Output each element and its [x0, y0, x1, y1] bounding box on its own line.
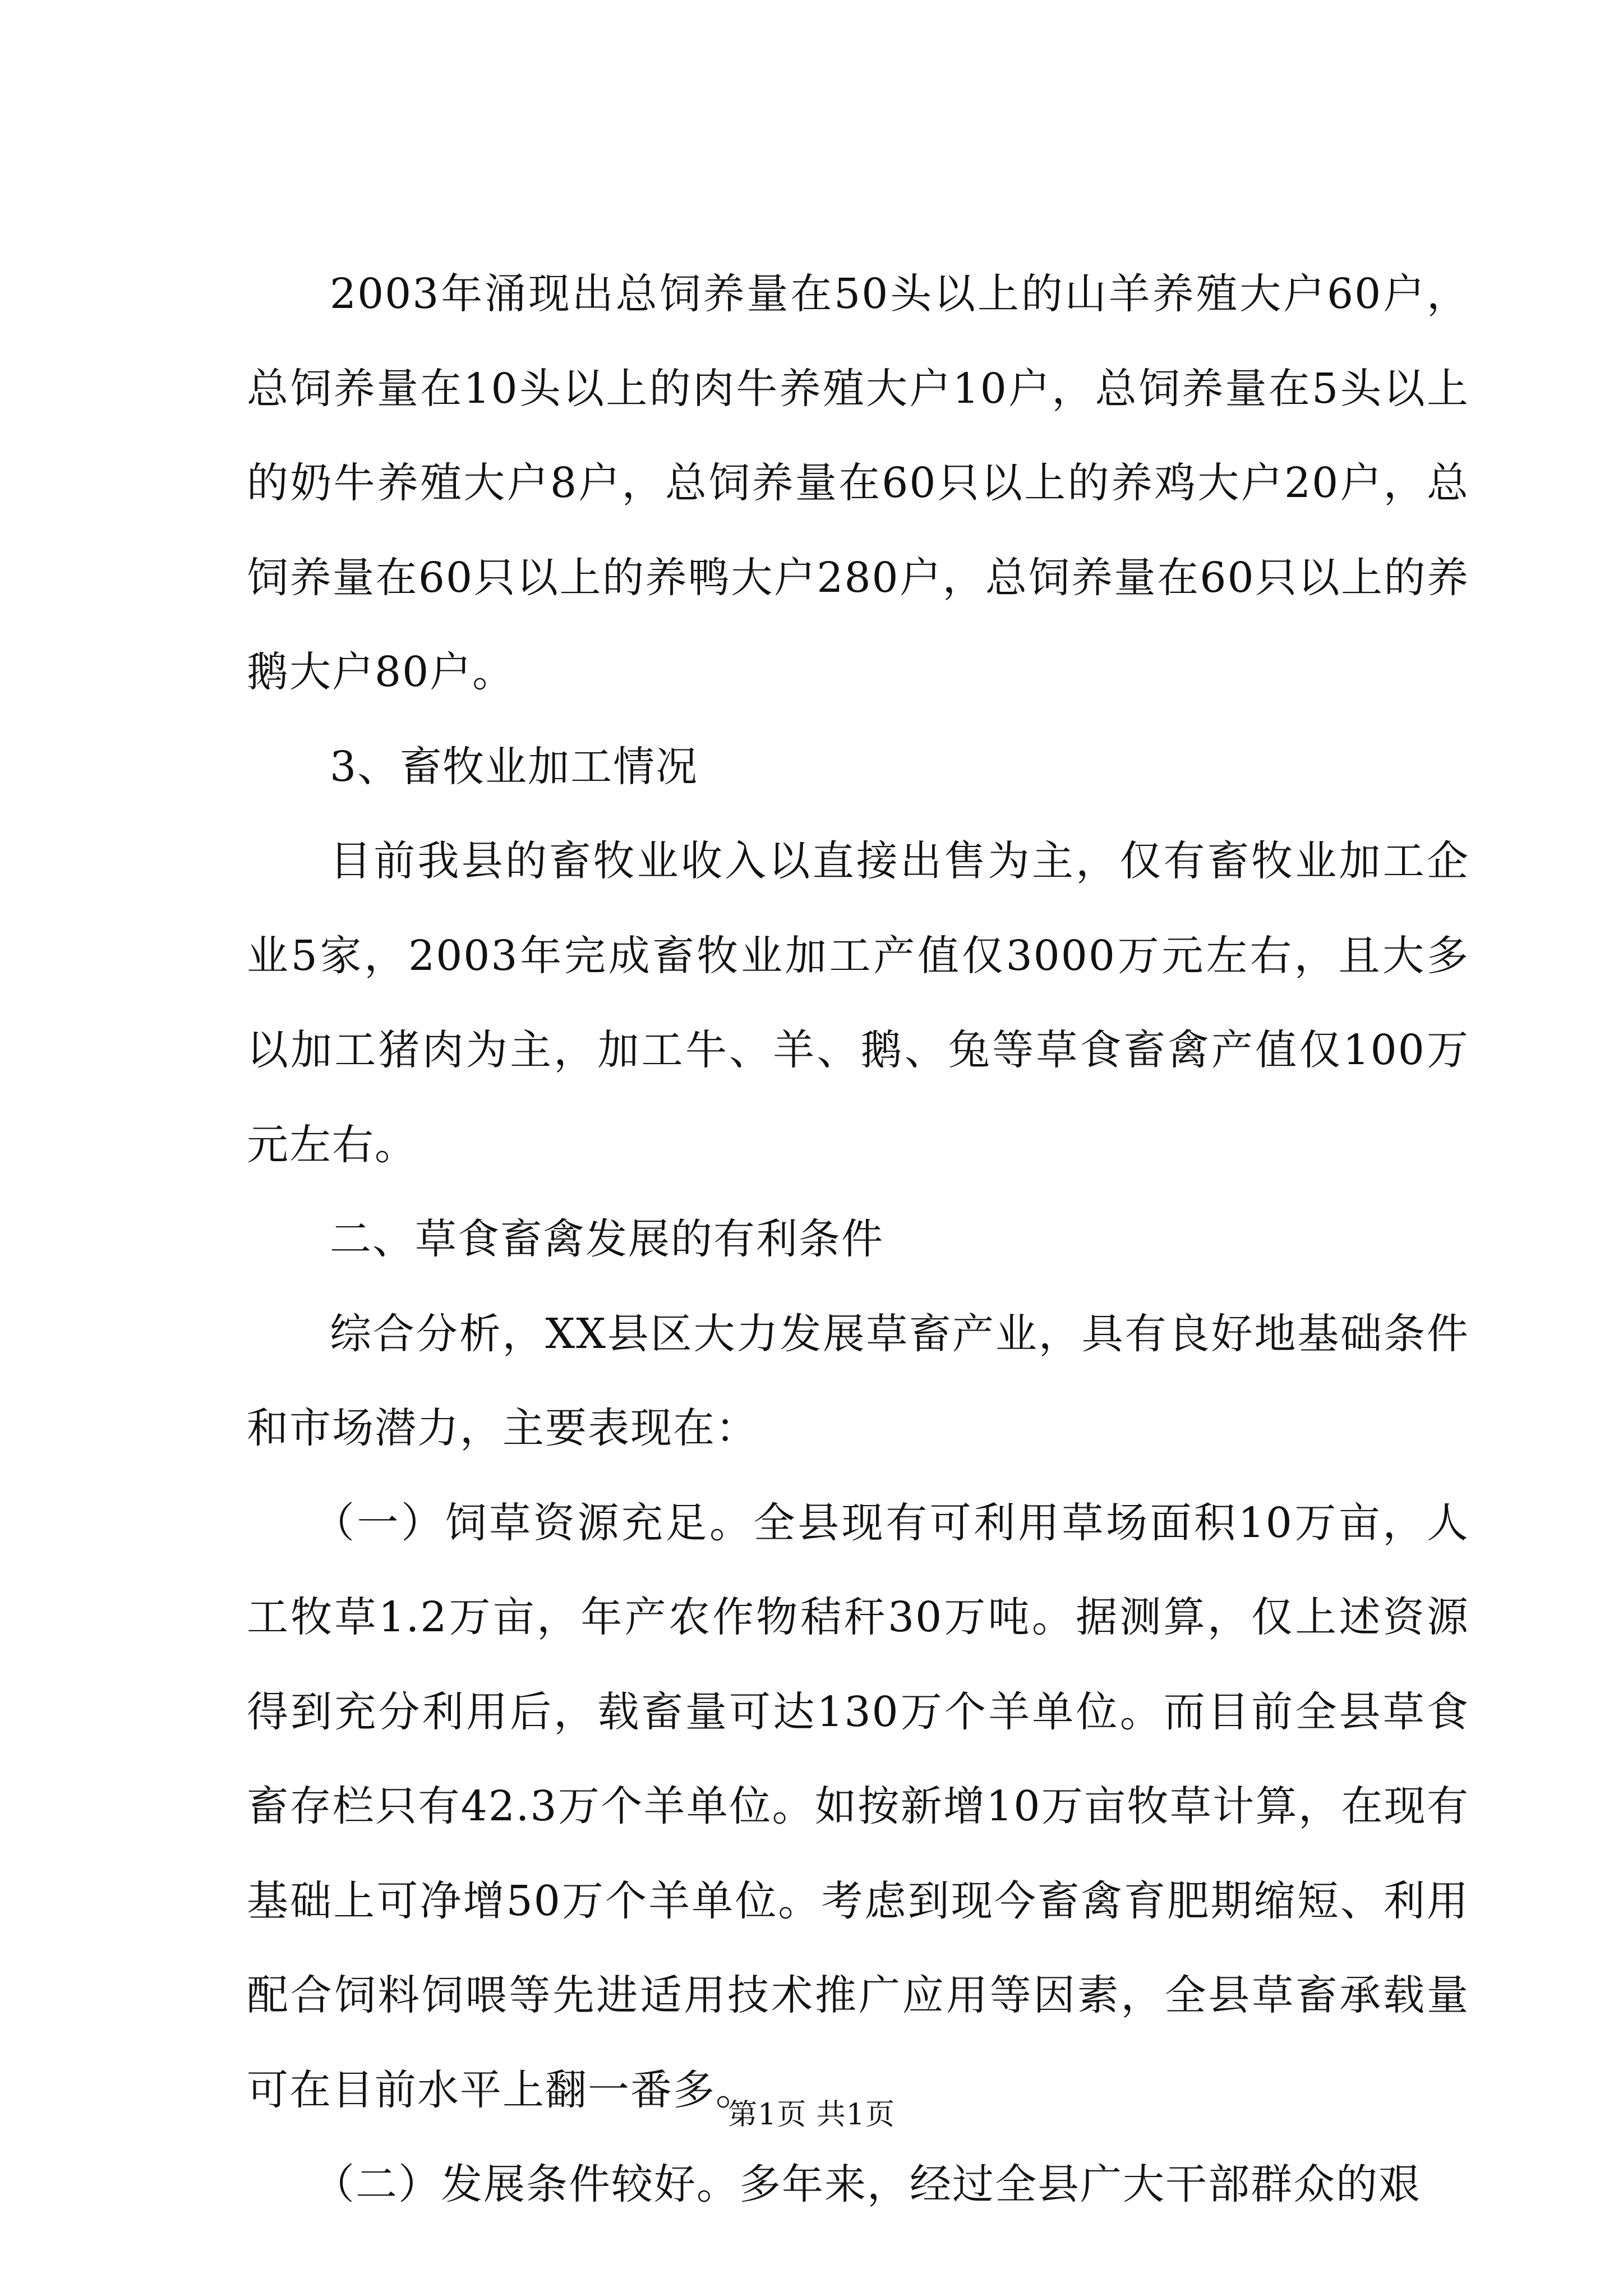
- heading-processing-status: 3、畜牧业加工情况: [330, 742, 699, 791]
- paragraph-forage-resources: （一）饲草资源充足。全县现有可利用草场面积10万亩，人工牧草1.2万亩，年产农作物秸秆30万吨。据测算，仅上述资源得到充分利用后，载畜量可达130万个羊单位。而目前全县草食畜存栏只有42.3万个羊单位。如按新增10万亩牧草计算，在现有基础上可净增50万个羊单位。考虑到现今畜禽育肥期缩短、利用配合饲料饲喂等先进适用技术推广应用等因素，全县草畜承载量可在目前水平上翻一番多。: [247, 1498, 1469, 2114]
- paragraph-development-conditions: （二）发展条件较好。多年来，经过全县广大干部群众的艰: [313, 2160, 1421, 2208]
- heading-favorable-conditions: 二、草食畜禽发展的有利条件: [330, 1215, 884, 1263]
- paragraph-processing: 目前我县的畜牧业收入以直接出售为主，仅有畜牧业加工企业5家，2003年完成畜牧业加工产值仅3000万元左右，且大多以加工猪肉为主，加工牛、羊、鹅、兔等草食畜禽产值仅100万元左右。: [247, 837, 1469, 1169]
- paragraph-analysis-intro: 综合分析，XX县区大力发展草畜产业，具有良好地基础条件和市场潜力，主要表现在：: [247, 1309, 1469, 1452]
- document-body: [247, 247, 1469, 2232]
- paragraph-livestock-households: 2003年涌现出总饲养量在50头以上的山羊养殖大户60户，总饲养量在10头以上的肉牛养殖大户10户，总饲养量在5头以上的奶牛养殖大户8户，总饲养量在60只以上的养鸡大户20户，总饲养量在60只以上的养鸭大户280户，总饲养量在60只以上的养鹅大户80户。: [247, 270, 1469, 696]
- page-footer: 第1页 共1页: [728, 2098, 895, 2132]
